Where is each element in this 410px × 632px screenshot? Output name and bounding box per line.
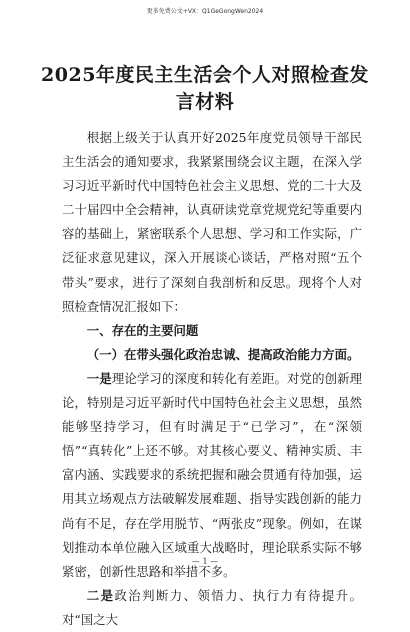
document-title: 2025年度民主生活会个人对照检查发言材料 xyxy=(41,64,369,113)
paragraph-text: 政治判断力、领悟力、执行力有待提升。对“国之大 xyxy=(62,587,363,627)
paragraph-lead: 一是 xyxy=(86,370,112,386)
body-paragraph-1 xyxy=(62,367,362,584)
section-heading: 一、存在的主要问题 xyxy=(86,322,199,338)
intro-paragraph: 根据上级关于认真开好2025年度党员领导干部民主生活会的通知要求，我紧紧围绕会议主题，在深入学习习近平新时代中国特色社会主义思想、党的二十大及二十届四中全会精神，认真研读党章党规党纪等重要内容的基础上，紧密联系个人思想、学习和工作实际，广泛征求意见建议，深入开展谈心谈话，严格对照“五个带头”要求，进行了深刻自我剖析和反思。现将个人对照检查情况汇报如下： xyxy=(62,130,362,314)
paragraph-lead: 二是 xyxy=(86,587,115,603)
paragraph-text: 理论学习的深度和转化有差距。对党的创新理论，特别是习近平新时代中国特色社会主义思想，虽然能够坚持学习，但有时满足于“已学习”，在“深领悟”“真转化”上还不够。对其核心要义、精神实质、丰富内涵、实践要求的系统把握和融会贯通有待加强，运用其立场观点方法破解发展难题、指导实践创新的能力尚有不足，存在学用脱节、“两张皮”现象。例如，在谋划推动本单位融入区域重大战略时，理论联系实际不够紧密，创新性思路和举措不多。 xyxy=(62,370,363,579)
subsection-heading: （一）在带头强化政治忠诚、提高政治能力方面。 xyxy=(86,346,360,362)
page-header-watermark: 更多免费公文+VX：Q1GeGongWen2024 xyxy=(146,8,264,15)
page-number: — 1 — xyxy=(191,557,219,566)
body-paragraph-2 xyxy=(62,584,362,632)
